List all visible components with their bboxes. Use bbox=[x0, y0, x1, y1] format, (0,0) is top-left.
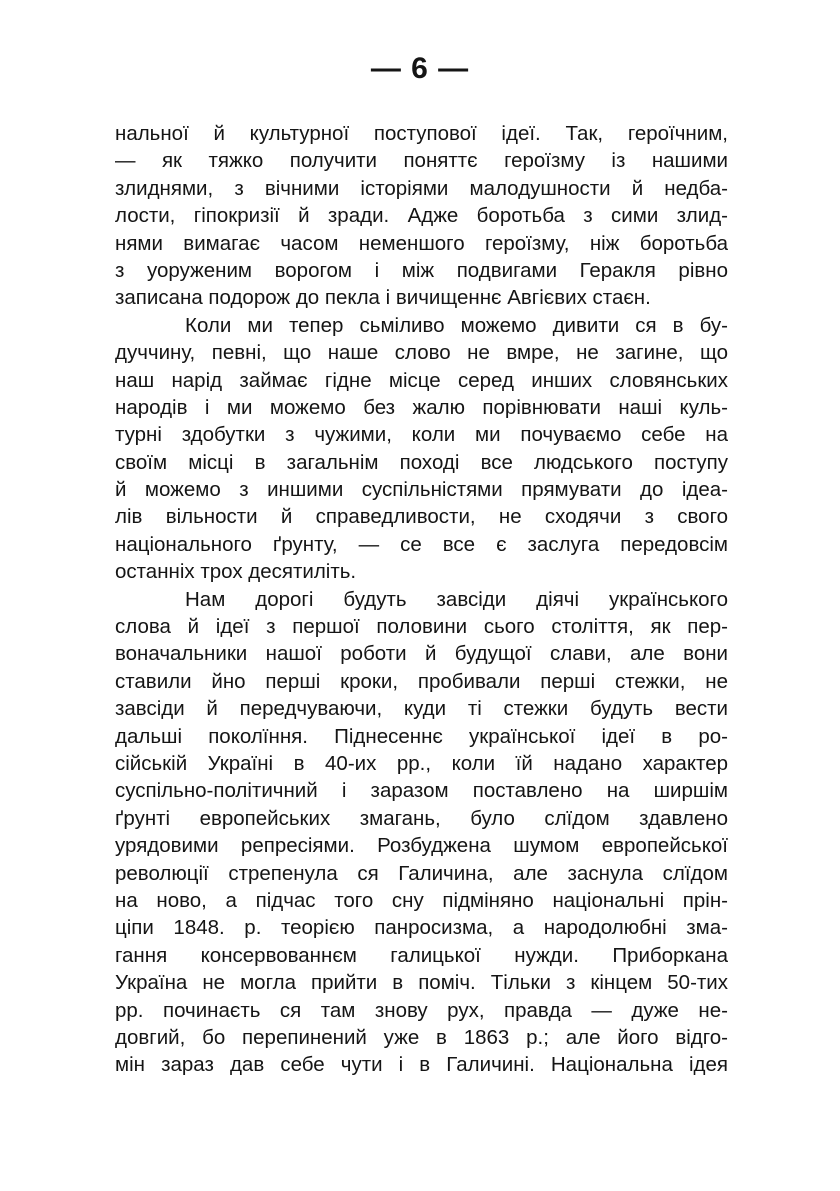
text-line: довгий, бо перепинений уже в 1863 р.; але його відго- bbox=[115, 1025, 728, 1049]
text-line: Україна не могла прийти в поміч. Тільки з кінцем 50-тих bbox=[115, 971, 728, 995]
text-line: лів вільности й справедливости, не сходячи з свого bbox=[115, 505, 728, 529]
paragraph-first-line: Коли ми тепер сьміливо можемо дивити ся в бу- bbox=[185, 313, 728, 337]
paragraph-first-line: Нам дорогі будуть завсіди діячі українського bbox=[185, 587, 728, 611]
text-line: нальної й культурної поступової ідеї. Так, героїчним, bbox=[115, 122, 728, 145]
body-text bbox=[115, 120, 728, 1079]
text-line: національного ґрунту, — се все є заслуга передовсім bbox=[115, 532, 728, 556]
text-line: сійській Україні в 40-их рр., коли їй надано характер bbox=[115, 751, 728, 775]
text-line: дуччину, певні, що наше слово не вмре, не загине, що bbox=[115, 341, 728, 365]
page-number: — 6 — bbox=[370, 52, 470, 85]
text-line: на ново, а підчас того сну підміняно національні прін- bbox=[115, 888, 728, 912]
text-line: ціпи 1848. р. теорією панросизма, а народолюбні зма- bbox=[115, 916, 728, 940]
text-line: рр. починаєть ся там знову рух, правда — дуже не- bbox=[115, 998, 728, 1022]
text-line: останніх трох десятиліть. bbox=[115, 560, 357, 584]
text-line: ставили йно перші кроки, пробивали перші стежки, не bbox=[115, 669, 728, 693]
text-line: злиднями, з вічними історіями малодушности й недба- bbox=[115, 176, 728, 200]
text-line: завсіди й передчуваючи, куди ті стежки будуть вести bbox=[115, 697, 728, 721]
text-line: з уоруженим ворогом і між подвигами Геракля рівно bbox=[115, 258, 728, 282]
text-line: — як тяжко получити поняттє героїзму із нашими bbox=[115, 149, 728, 173]
text-line: слова й ідеї з першої половини сього століття, як пер- bbox=[115, 615, 728, 639]
text-line: наш нарід займає гідне місце серед инших словянських bbox=[115, 368, 728, 392]
text-line: й можемо з иншими суспільністями прямувати до ідеа- bbox=[115, 478, 728, 502]
text-line: гання консервованнєм галицької нужди. Приборкана bbox=[115, 943, 728, 967]
text-line: революції стрепенула ся Галичина, але заснула слїдом bbox=[115, 861, 728, 885]
text-line: турні здобутки з чужими, коли ми почуваємо себе на bbox=[115, 423, 728, 447]
text-line: воначальники нашої роботи й будущої слави, але вони bbox=[115, 642, 728, 666]
text-line: нями вимагає часом неменшого героїзму, ніж боротьба bbox=[115, 231, 728, 255]
text-line: ґрунті европейських змагань, було слїдом здавлено bbox=[115, 806, 728, 830]
text-line: мін зараз дав себе чути і в Галичині. Національна ідея bbox=[115, 1053, 728, 1077]
text-line: народів і ми можемо без жалю порівнювати наші куль- bbox=[115, 395, 728, 419]
text-line: лости, гіпокризії й зради. Адже боротьба з сими злид- bbox=[115, 204, 728, 228]
text-line: суспільно-політичний і заразом поставлено на ширшім bbox=[115, 779, 728, 803]
text-line: урядовими репресіями. Розбуджена шумом европейської bbox=[115, 834, 728, 858]
text-line: своїм місці в загальнім поході все людського поступу bbox=[115, 450, 728, 474]
text-line: записана подорож до пекла і вичищеннє Авгієвих стаєн. bbox=[115, 286, 651, 310]
text-line: дальші поколїння. Піднесеннє української ідеї в ро- bbox=[115, 724, 728, 748]
